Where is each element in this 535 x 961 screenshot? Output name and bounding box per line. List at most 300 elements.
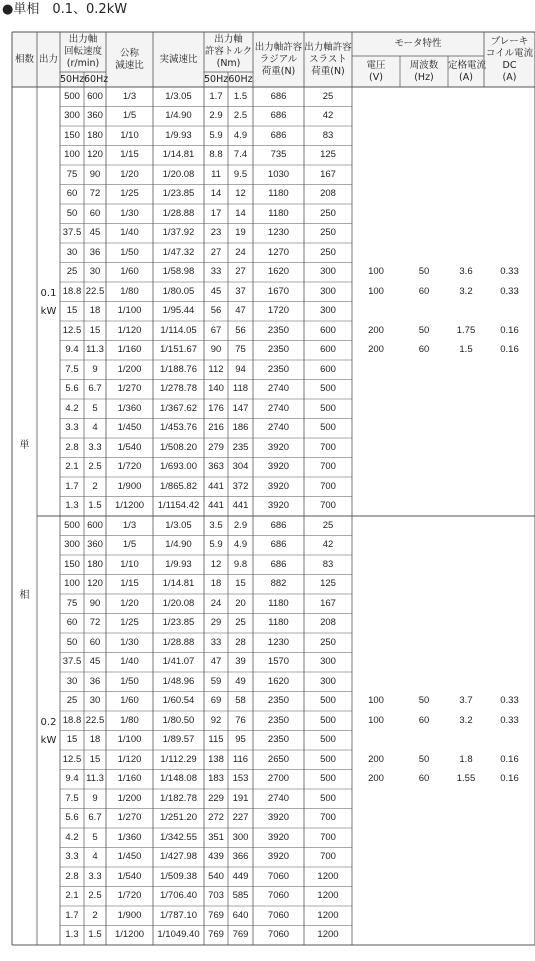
nominal-ratio-cell: 1/20 — [120, 597, 139, 609]
speed-60hz-cell: 4 — [92, 422, 98, 434]
speed-60hz-cell: 45 — [89, 227, 101, 239]
actual-ratio-cell: 1/41.07 — [162, 656, 195, 668]
brake-current-cell: 0.16 — [500, 773, 519, 784]
torque-60hz-cell: 24 — [235, 246, 246, 258]
thrust-load-cell: 500 — [320, 714, 336, 726]
actual-ratio-cell: 1/865.82 — [160, 480, 197, 492]
thrust-load-cell: 83 — [322, 129, 334, 141]
radial-load-cell: 1570 — [267, 656, 290, 668]
thrust-load-cell: 1200 — [317, 929, 339, 941]
torque-50hz-cell: 216 — [208, 422, 224, 434]
actual-ratio-cell: 1/693.00 — [160, 461, 197, 473]
torque-60hz-cell: 58 — [235, 695, 246, 707]
speed-60hz-cell: 18 — [89, 734, 101, 746]
thrust-load-cell: 42 — [322, 110, 334, 122]
torque-50hz-cell: 769 — [208, 929, 224, 941]
voltage-cell: 200 — [368, 344, 384, 355]
thrust-load-cell: 600 — [320, 363, 336, 375]
frequency-cell: 60 — [418, 715, 430, 726]
voltage-cell: 100 — [368, 715, 384, 726]
radial-load-cell: 1180 — [268, 188, 289, 200]
thrust-load-cell: 83 — [322, 558, 334, 570]
torque-60hz-cell: 95 — [235, 734, 246, 746]
radial-load-cell: 2350 — [267, 324, 290, 336]
output-label: 0.2 — [40, 717, 57, 728]
header-rated-current: 定格電流 (A) — [448, 59, 487, 83]
torque-60hz-cell: 300 — [232, 831, 249, 843]
speed-50hz-cell: 100 — [64, 578, 80, 590]
rated-current-cell: 3.2 — [459, 715, 473, 726]
radial-load-cell: 686 — [270, 539, 287, 551]
torque-50hz-cell: 439 — [208, 851, 224, 863]
actual-ratio-cell: 1/9.93 — [165, 558, 192, 570]
actual-ratio-cell: 1/508.20 — [160, 441, 197, 453]
torque-50hz-cell: 27 — [210, 246, 222, 258]
speed-60hz-cell: 60 — [89, 207, 101, 219]
radial-load-cell: 2350 — [267, 714, 290, 726]
actual-ratio-cell: 1/453.76 — [160, 422, 197, 434]
nominal-ratio-cell: 1/200 — [117, 792, 142, 804]
output-label: 0.1 — [40, 288, 57, 299]
torque-60hz-cell: 75 — [235, 344, 246, 356]
thrust-load-cell: 42 — [322, 539, 334, 551]
torque-60hz-cell: 769 — [232, 929, 249, 941]
nominal-ratio-cell: 1/900 — [117, 909, 142, 921]
thrust-load-cell: 700 — [320, 831, 336, 843]
radial-load-cell: 2350 — [267, 344, 290, 356]
torque-60hz-cell: 372 — [232, 480, 249, 492]
thrust-load-cell: 500 — [320, 773, 336, 785]
nominal-ratio-cell: 1/80 — [120, 714, 139, 726]
torque-50hz-cell: 441 — [208, 480, 224, 492]
torque-60hz-cell: 25 — [235, 617, 246, 629]
speed-50hz-cell: 4.2 — [65, 831, 79, 843]
actual-ratio-cell: 1/706.40 — [160, 890, 197, 902]
actual-ratio-cell: 1/4.90 — [165, 539, 192, 551]
radial-load-cell: 1180 — [268, 617, 289, 629]
speed-60hz-cell: 360 — [87, 110, 103, 122]
thrust-load-cell: 250 — [320, 636, 336, 648]
speed-60hz-cell: 2 — [92, 909, 98, 921]
speed-60hz-cell: 4 — [92, 851, 98, 863]
speed-50hz-cell: 300 — [64, 539, 80, 551]
torque-60hz-cell: 15 — [235, 578, 246, 590]
speed-50hz-cell: 150 — [64, 558, 80, 570]
speed-60hz-cell: 6.7 — [88, 383, 102, 395]
thrust-load-cell: 700 — [320, 851, 336, 863]
nominal-ratio-cell: 1/3 — [122, 519, 137, 531]
actual-ratio-cell: 1/1154.42 — [157, 500, 200, 512]
speed-50hz-cell: 5.6 — [65, 383, 79, 395]
torque-60hz-cell: 640 — [232, 909, 249, 921]
speed-50hz-cell: 100 — [64, 149, 80, 161]
torque-60hz-cell: 56 — [235, 324, 246, 336]
header-shaft-speed: 出力軸 回転速度 (r/min) — [63, 34, 102, 69]
brake-current-cell: 0.33 — [500, 286, 519, 297]
torque-50hz-cell: 351 — [208, 831, 224, 843]
thrust-load-cell: 300 — [320, 266, 336, 278]
radial-load-cell: 1620 — [267, 266, 290, 278]
output-label: kW — [40, 306, 57, 317]
actual-ratio-cell: 1/80.05 — [162, 285, 195, 297]
nominal-ratio-cell: 1/270 — [117, 383, 142, 395]
thrust-load-cell: 300 — [320, 285, 336, 297]
torque-50hz-cell: 115 — [208, 734, 224, 746]
brake-current-cell: 0.33 — [500, 715, 519, 726]
torque-50hz-cell: 92 — [210, 714, 222, 726]
nominal-ratio-cell: 1/100 — [117, 305, 142, 317]
radial-load-cell: 2740 — [267, 402, 290, 414]
header-actual-ratio: 実減速比 — [159, 53, 198, 65]
actual-ratio-cell: 1/58.98 — [162, 266, 195, 278]
torque-60hz-cell: 235 — [232, 441, 249, 453]
speed-60hz-cell: 11.3 — [86, 344, 104, 356]
radial-load-cell: 2650 — [267, 753, 290, 765]
nominal-ratio-cell: 1/160 — [117, 344, 142, 356]
speed-60hz-cell: 9 — [92, 363, 98, 375]
rated-current-cell: 1.75 — [456, 325, 476, 336]
nominal-ratio-cell: 1/360 — [117, 831, 142, 843]
torque-50hz-cell: 183 — [208, 773, 224, 785]
radial-load-cell: 2740 — [267, 792, 290, 804]
phase-label: 単 — [19, 440, 30, 451]
speed-60hz-cell: 5 — [92, 402, 98, 414]
actual-ratio-cell: 1/3.05 — [165, 90, 192, 102]
thrust-load-cell: 250 — [320, 246, 336, 258]
nominal-ratio-cell: 1/100 — [117, 734, 142, 746]
radial-load-cell: 3920 — [267, 441, 290, 453]
actual-ratio-cell: 1/509.38 — [160, 870, 197, 882]
torque-50hz-cell: 5.9 — [209, 539, 223, 551]
speed-60hz-cell: 90 — [89, 168, 101, 180]
actual-ratio-cell: 1/4.90 — [165, 110, 192, 122]
speed-60hz-cell: 72 — [89, 188, 101, 200]
speed-50hz-cell: 30 — [66, 246, 78, 258]
thrust-load-cell: 125 — [320, 149, 336, 161]
speed-60hz-cell: 9 — [92, 792, 98, 804]
actual-ratio-cell: 1/28.88 — [162, 207, 195, 219]
torque-50hz-cell: 17 — [210, 207, 222, 219]
speed-50hz-cell: 75 — [66, 168, 78, 180]
radial-load-cell: 3920 — [267, 831, 290, 843]
thrust-load-cell: 700 — [320, 441, 336, 453]
nominal-ratio-cell: 1/360 — [117, 402, 142, 414]
nominal-ratio-cell: 1/450 — [117, 422, 142, 434]
radial-load-cell: 3920 — [267, 500, 290, 512]
header-torque: 出力軸 許容トルク (Nm) — [204, 34, 253, 69]
torque-60hz-cell: 39 — [235, 656, 246, 668]
frequency-cell: 60 — [418, 286, 430, 297]
torque-60hz-cell: 585 — [232, 890, 249, 902]
torque-60hz-cell: 19 — [235, 227, 246, 239]
frequency-cell: 60 — [418, 773, 430, 784]
voltage-cell: 100 — [368, 695, 384, 706]
speed-50hz-cell: 50 — [66, 207, 78, 219]
actual-ratio-cell: 1/787.10 — [160, 909, 197, 921]
thrust-load-cell: 1200 — [317, 890, 339, 902]
nominal-ratio-cell: 1/1200 — [114, 929, 145, 941]
radial-load-cell: 3920 — [267, 480, 290, 492]
speed-50hz-cell: 37.5 — [62, 656, 82, 668]
speed-60hz-cell: 3.3 — [88, 870, 102, 882]
nominal-ratio-cell: 1/540 — [117, 870, 142, 882]
nominal-ratio-cell: 1/10 — [120, 129, 139, 141]
brake-current-cell: 0.33 — [500, 266, 519, 277]
radial-load-cell: 735 — [270, 149, 287, 161]
torque-60hz-cell: 7.4 — [233, 149, 248, 161]
frequency-cell: 50 — [418, 754, 430, 765]
rated-current-cell: 3.2 — [459, 286, 473, 297]
voltage-cell: 200 — [368, 754, 384, 765]
speed-50hz-cell: 3.3 — [65, 851, 79, 863]
thrust-load-cell: 700 — [320, 812, 336, 824]
nominal-ratio-cell: 1/40 — [120, 227, 139, 239]
speed-60hz-cell: 3.3 — [88, 441, 102, 453]
thrust-load-cell: 700 — [320, 500, 336, 512]
speed-50hz-cell: 2.1 — [65, 461, 79, 473]
nominal-ratio-cell: 1/450 — [117, 851, 142, 863]
speed-50hz-cell: 12.5 — [62, 753, 82, 765]
torque-60hz-cell: 76 — [235, 714, 246, 726]
nominal-ratio-cell: 1/5 — [122, 539, 137, 551]
speed-50hz-cell: 37.5 — [62, 227, 82, 239]
speed-60hz-cell: 15 — [89, 324, 101, 336]
speed-60hz-cell: 60 — [89, 636, 101, 648]
speed-50hz-cell: 2.1 — [65, 890, 79, 902]
torque-50hz-cell: 441 — [208, 500, 224, 512]
radial-load-cell: 1180 — [268, 207, 289, 219]
nominal-ratio-cell: 1/25 — [120, 188, 139, 200]
torque-50hz-cell: 47 — [210, 656, 222, 668]
speed-50hz-cell: 4.2 — [65, 402, 79, 414]
actual-ratio-cell: 1/151.67 — [160, 344, 197, 356]
torque-60hz-cell: 449 — [232, 870, 249, 882]
speed-50hz-cell: 1.3 — [65, 929, 79, 941]
speed-50hz-cell: 30 — [66, 675, 78, 687]
torque-50hz-cell: 540 — [208, 870, 224, 882]
frequency-cell: 50 — [418, 266, 430, 277]
nominal-ratio-cell: 1/5 — [122, 110, 137, 122]
speed-50hz-cell: 2.8 — [65, 441, 79, 453]
thrust-load-cell: 500 — [320, 383, 336, 395]
radial-load-cell: 2740 — [267, 422, 290, 434]
actual-ratio-cell: 1/9.93 — [165, 129, 192, 141]
torque-60hz-cell: 147 — [232, 402, 249, 414]
nominal-ratio-cell: 1/10 — [120, 558, 139, 570]
torque-50hz-cell: 12 — [210, 558, 222, 570]
radial-load-cell: 1230 — [267, 227, 290, 239]
nominal-ratio-cell: 1/25 — [120, 617, 139, 629]
output-label: kW — [40, 735, 57, 746]
torque-50hz-cell: 23 — [210, 227, 222, 239]
torque-60hz-cell: 116 — [232, 753, 249, 765]
torque-50hz-cell: 59 — [210, 675, 222, 687]
nominal-ratio-cell: 1/80 — [120, 285, 139, 297]
torque-50hz-cell: 1.7 — [209, 90, 223, 102]
torque-50hz-cell: 272 — [208, 812, 224, 824]
radial-load-cell: 2700 — [267, 773, 290, 785]
actual-ratio-cell: 1/3.05 — [165, 519, 192, 531]
thrust-load-cell: 300 — [320, 656, 336, 668]
actual-ratio-cell: 1/89.57 — [162, 734, 195, 746]
radial-load-cell: 7060 — [267, 929, 290, 941]
speed-60hz-cell: 2.5 — [88, 890, 102, 902]
thrust-load-cell: 1200 — [317, 870, 339, 882]
speed-60hz-cell: 36 — [89, 675, 101, 687]
speed-50hz-cell: 500 — [64, 519, 80, 531]
frequency-cell: 60 — [418, 344, 430, 355]
actual-ratio-cell: 1/367.62 — [160, 402, 197, 414]
actual-ratio-cell: 1/37.92 — [162, 227, 195, 239]
torque-50hz-cell: 5.9 — [209, 129, 223, 141]
nominal-ratio-cell: 1/120 — [117, 753, 142, 765]
rated-current-cell: 1.8 — [459, 754, 473, 765]
actual-ratio-cell: 1/148.08 — [160, 773, 197, 785]
actual-ratio-cell: 1/20.08 — [162, 168, 195, 180]
speed-50hz-cell: 18.8 — [62, 285, 82, 297]
speed-50hz-cell: 1.7 — [65, 480, 79, 492]
speed-50hz-cell: 5.6 — [65, 812, 79, 824]
thrust-load-cell: 300 — [320, 675, 336, 687]
torque-60hz-cell: 304 — [232, 461, 249, 473]
radial-load-cell: 2740 — [267, 383, 290, 395]
brake-current-cell: 0.16 — [500, 325, 519, 336]
actual-ratio-cell: 1/278.78 — [160, 383, 197, 395]
nominal-ratio-cell: 1/20 — [120, 168, 139, 180]
header-speed-60hz: 60Hz — [84, 73, 109, 85]
thrust-load-cell: 300 — [320, 305, 336, 317]
speed-60hz-cell: 72 — [89, 617, 101, 629]
torque-60hz-cell: 9.5 — [233, 168, 248, 180]
speed-60hz-cell: 11.3 — [86, 773, 104, 785]
speed-50hz-cell: 60 — [66, 617, 78, 629]
torque-60hz-cell: 118 — [232, 383, 249, 395]
actual-ratio-cell: 1/23.85 — [162, 617, 195, 629]
brake-current-cell: 0.33 — [500, 695, 519, 706]
actual-ratio-cell: 1/28.88 — [162, 636, 195, 648]
header-torque-60hz: 60Hz — [228, 73, 253, 85]
radial-load-cell: 686 — [270, 558, 287, 570]
phase-label: 相 — [19, 590, 30, 601]
radial-load-cell: 1270 — [267, 246, 290, 258]
torque-50hz-cell: 279 — [208, 441, 224, 453]
radial-load-cell: 686 — [270, 519, 287, 531]
nominal-ratio-cell: 1/160 — [117, 773, 142, 785]
thrust-load-cell: 700 — [320, 461, 336, 473]
speed-60hz-cell: 5 — [92, 831, 98, 843]
thrust-load-cell: 25 — [322, 90, 334, 102]
nominal-ratio-cell: 1/15 — [120, 149, 139, 161]
torque-50hz-cell: 33 — [210, 266, 222, 278]
rated-current-cell: 3.7 — [459, 695, 473, 706]
torque-50hz-cell: 703 — [208, 890, 224, 902]
frequency-cell: 50 — [418, 695, 430, 706]
torque-60hz-cell: 49 — [235, 675, 246, 687]
torque-50hz-cell: 67 — [210, 324, 222, 336]
thrust-load-cell: 500 — [320, 695, 336, 707]
header-motor-characteristics: モータ特性 — [394, 38, 442, 49]
speed-60hz-cell: 30 — [89, 266, 101, 278]
speed-60hz-cell: 120 — [87, 578, 103, 590]
voltage-cell: 100 — [368, 286, 384, 297]
thrust-load-cell: 500 — [320, 422, 336, 434]
radial-load-cell: 882 — [270, 578, 287, 590]
torque-50hz-cell: 33 — [210, 636, 222, 648]
speed-50hz-cell: 1.7 — [65, 909, 79, 921]
nominal-ratio-cell: 1/3 — [122, 90, 137, 102]
header-speed-50hz: 50Hz — [60, 73, 85, 85]
speed-60hz-cell: 6.7 — [88, 812, 102, 824]
thrust-load-cell: 250 — [320, 207, 336, 219]
actual-ratio-cell: 1/14.81 — [162, 149, 195, 161]
header-frequency: 周波数 (Hz) — [409, 59, 439, 83]
radial-load-cell: 2350 — [267, 695, 290, 707]
torque-60hz-cell: 12 — [235, 188, 246, 200]
speed-60hz-cell: 1.5 — [88, 500, 102, 512]
actual-ratio-cell: 1/427.98 — [160, 851, 197, 863]
nominal-ratio-cell: 1/720 — [117, 890, 142, 902]
speed-50hz-cell: 3.3 — [65, 422, 79, 434]
torque-50hz-cell: 2.9 — [209, 110, 223, 122]
thrust-load-cell: 25 — [322, 519, 334, 531]
speed-60hz-cell: 15 — [89, 753, 101, 765]
thrust-load-cell: 167 — [320, 168, 336, 180]
speed-50hz-cell: 9.4 — [65, 773, 79, 785]
speed-50hz-cell: 75 — [66, 597, 78, 609]
radial-load-cell: 3920 — [267, 851, 290, 863]
radial-load-cell: 686 — [270, 129, 287, 141]
speed-50hz-cell: 7.5 — [65, 363, 79, 375]
speed-60hz-cell: 18 — [89, 305, 101, 317]
nominal-ratio-cell: 1/60 — [120, 695, 139, 707]
radial-load-cell: 1720 — [267, 305, 290, 317]
torque-60hz-cell: 441 — [232, 500, 249, 512]
torque-60hz-cell: 37 — [235, 285, 246, 297]
thrust-load-cell: 500 — [320, 792, 336, 804]
actual-ratio-cell: 1/80.50 — [162, 714, 195, 726]
thrust-load-cell: 500 — [320, 402, 336, 414]
torque-50hz-cell: 112 — [208, 363, 224, 375]
torque-50hz-cell: 229 — [208, 792, 224, 804]
torque-60hz-cell: 2.9 — [233, 519, 248, 531]
actual-ratio-cell: 1/188.76 — [160, 363, 197, 375]
speed-60hz-cell: 120 — [87, 149, 103, 161]
header-nominal-ratio: 公称 減速比 — [115, 47, 144, 71]
torque-50hz-cell: 56 — [210, 305, 222, 317]
torque-60hz-cell: 9.8 — [233, 558, 248, 570]
speed-50hz-cell: 18.8 — [62, 714, 82, 726]
torque-50hz-cell: 138 — [208, 753, 224, 765]
nominal-ratio-cell: 1/270 — [117, 812, 142, 824]
rated-current-cell: 1.5 — [459, 344, 473, 355]
frequency-cell: 50 — [418, 325, 430, 336]
torque-60hz-cell: 14 — [235, 207, 246, 219]
torque-60hz-cell: 2.5 — [233, 110, 248, 122]
speed-50hz-cell: 15 — [66, 734, 78, 746]
nominal-ratio-cell: 1/50 — [120, 675, 139, 687]
radial-load-cell: 2350 — [267, 734, 290, 746]
torque-50hz-cell: 29 — [210, 617, 222, 629]
torque-60hz-cell: 20 — [235, 597, 246, 609]
speed-60hz-cell: 600 — [87, 519, 103, 531]
speed-60hz-cell: 22.5 — [85, 714, 105, 726]
header-output: 出力 — [38, 53, 58, 65]
torque-60hz-cell: 186 — [232, 422, 249, 434]
torque-50hz-cell: 176 — [208, 402, 224, 414]
torque-50hz-cell: 69 — [210, 695, 222, 707]
speed-60hz-cell: 30 — [89, 695, 101, 707]
torque-60hz-cell: 27 — [235, 266, 246, 278]
